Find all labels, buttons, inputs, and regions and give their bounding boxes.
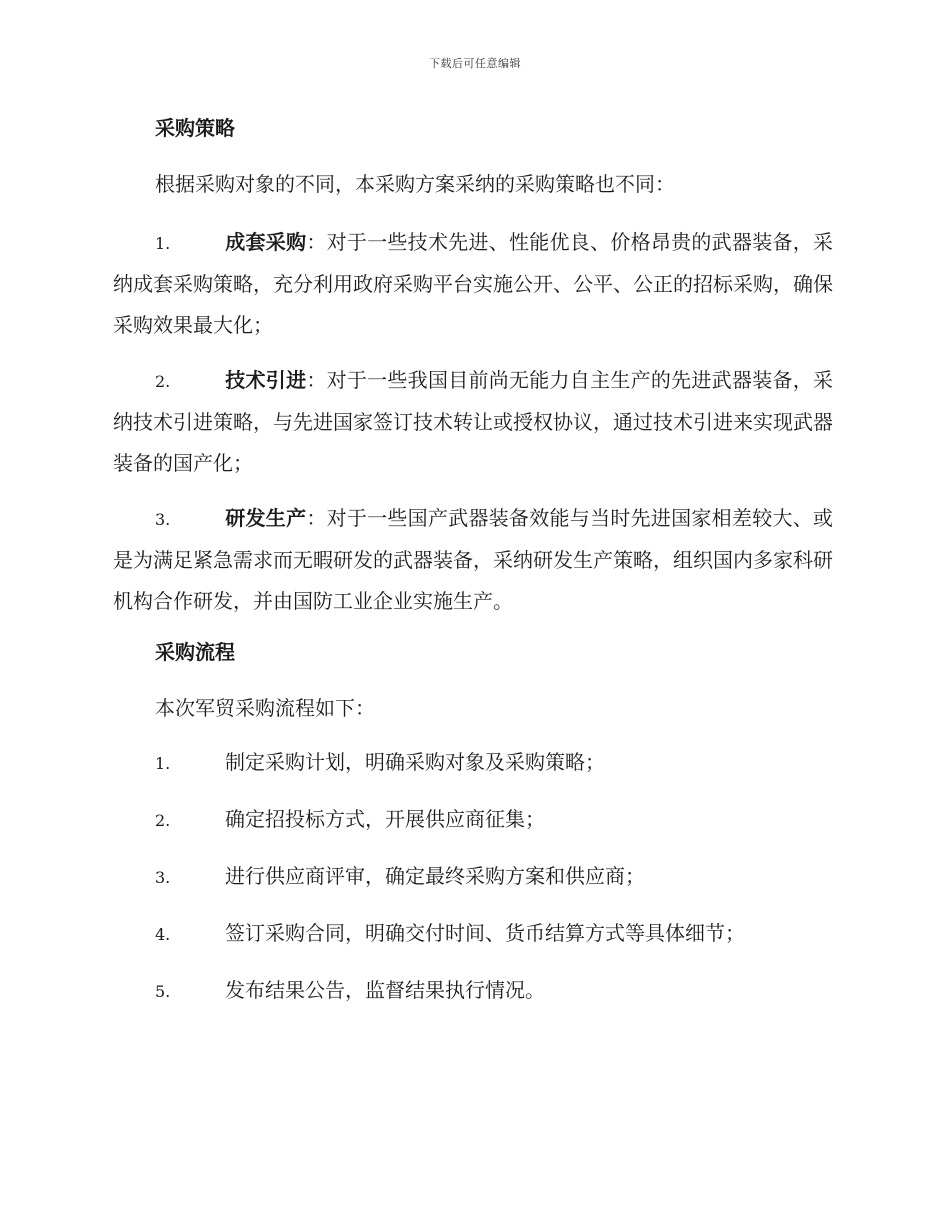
step-text: 确定招投标方式，开展供应商征集； (225, 807, 545, 831)
process-step (113, 974, 833, 1008)
item-number: 2. (155, 372, 171, 391)
item-number: 3. (155, 510, 171, 529)
step-number: 5. (155, 982, 171, 1001)
process-section (113, 636, 833, 1008)
process-step (113, 860, 833, 894)
section-heading-strategy: 采购策略 (155, 116, 235, 140)
step-number: 3. (155, 868, 171, 887)
process-step (113, 746, 833, 780)
step-number: 2. (155, 811, 171, 830)
step-text: 进行供应商评审，确定最终采购方案和供应商； (225, 864, 645, 888)
item-text: ：对于一些我国目前尚无能力自主生产的先进武器装备，采纳技术引进策略，与先进国家签订技术转让或授权协议，通过技术引进来实现武器装备的国产化； (113, 368, 834, 475)
item-text: ：对于一些技术先进、性能优良、价格昂贵的武器装备，采纳成套采购策略，充分利用政府采购平台实施公开、公平、公正的招标采购，确保采购效果最大化； (113, 230, 834, 337)
item-term: 研发生产 (225, 506, 307, 530)
step-text: 签订采购合同，明确交付时间、货币结算方式等具体细节； (225, 921, 745, 945)
strategy-item (113, 498, 833, 622)
strategy-item (113, 360, 833, 484)
section-heading-process: 采购流程 (155, 640, 235, 664)
strategy-intro: 根据采购对象的不同，本采购方案采纳的采购策略也不同： (155, 172, 675, 196)
item-text: ：对于一些国产武器装备效能与当时先进国家相差较大、或是为满足紧急需求而无暇研发的武器装备，采纳研发生产策略，组织国内多家科研机构合作研发，并由国防工业企业实施生产。 (113, 506, 834, 613)
process-step (113, 803, 833, 837)
page-header: 下载后可任意编辑 (429, 57, 521, 70)
step-number: 1. (155, 754, 171, 773)
step-text: 发布结果公告，监督结果执行情况。 (225, 978, 545, 1002)
process-step (113, 917, 833, 951)
strategy-item (113, 222, 833, 346)
process-intro: 本次军贸采购流程如下： (155, 696, 375, 720)
step-text: 制定采购计划，明确采购对象及采购策略； (225, 750, 605, 774)
document-body (113, 112, 833, 1031)
item-number: 1. (155, 234, 171, 253)
item-term: 成套采购 (225, 230, 307, 254)
step-number: 4. (155, 925, 171, 944)
item-term: 技术引进 (225, 368, 307, 392)
